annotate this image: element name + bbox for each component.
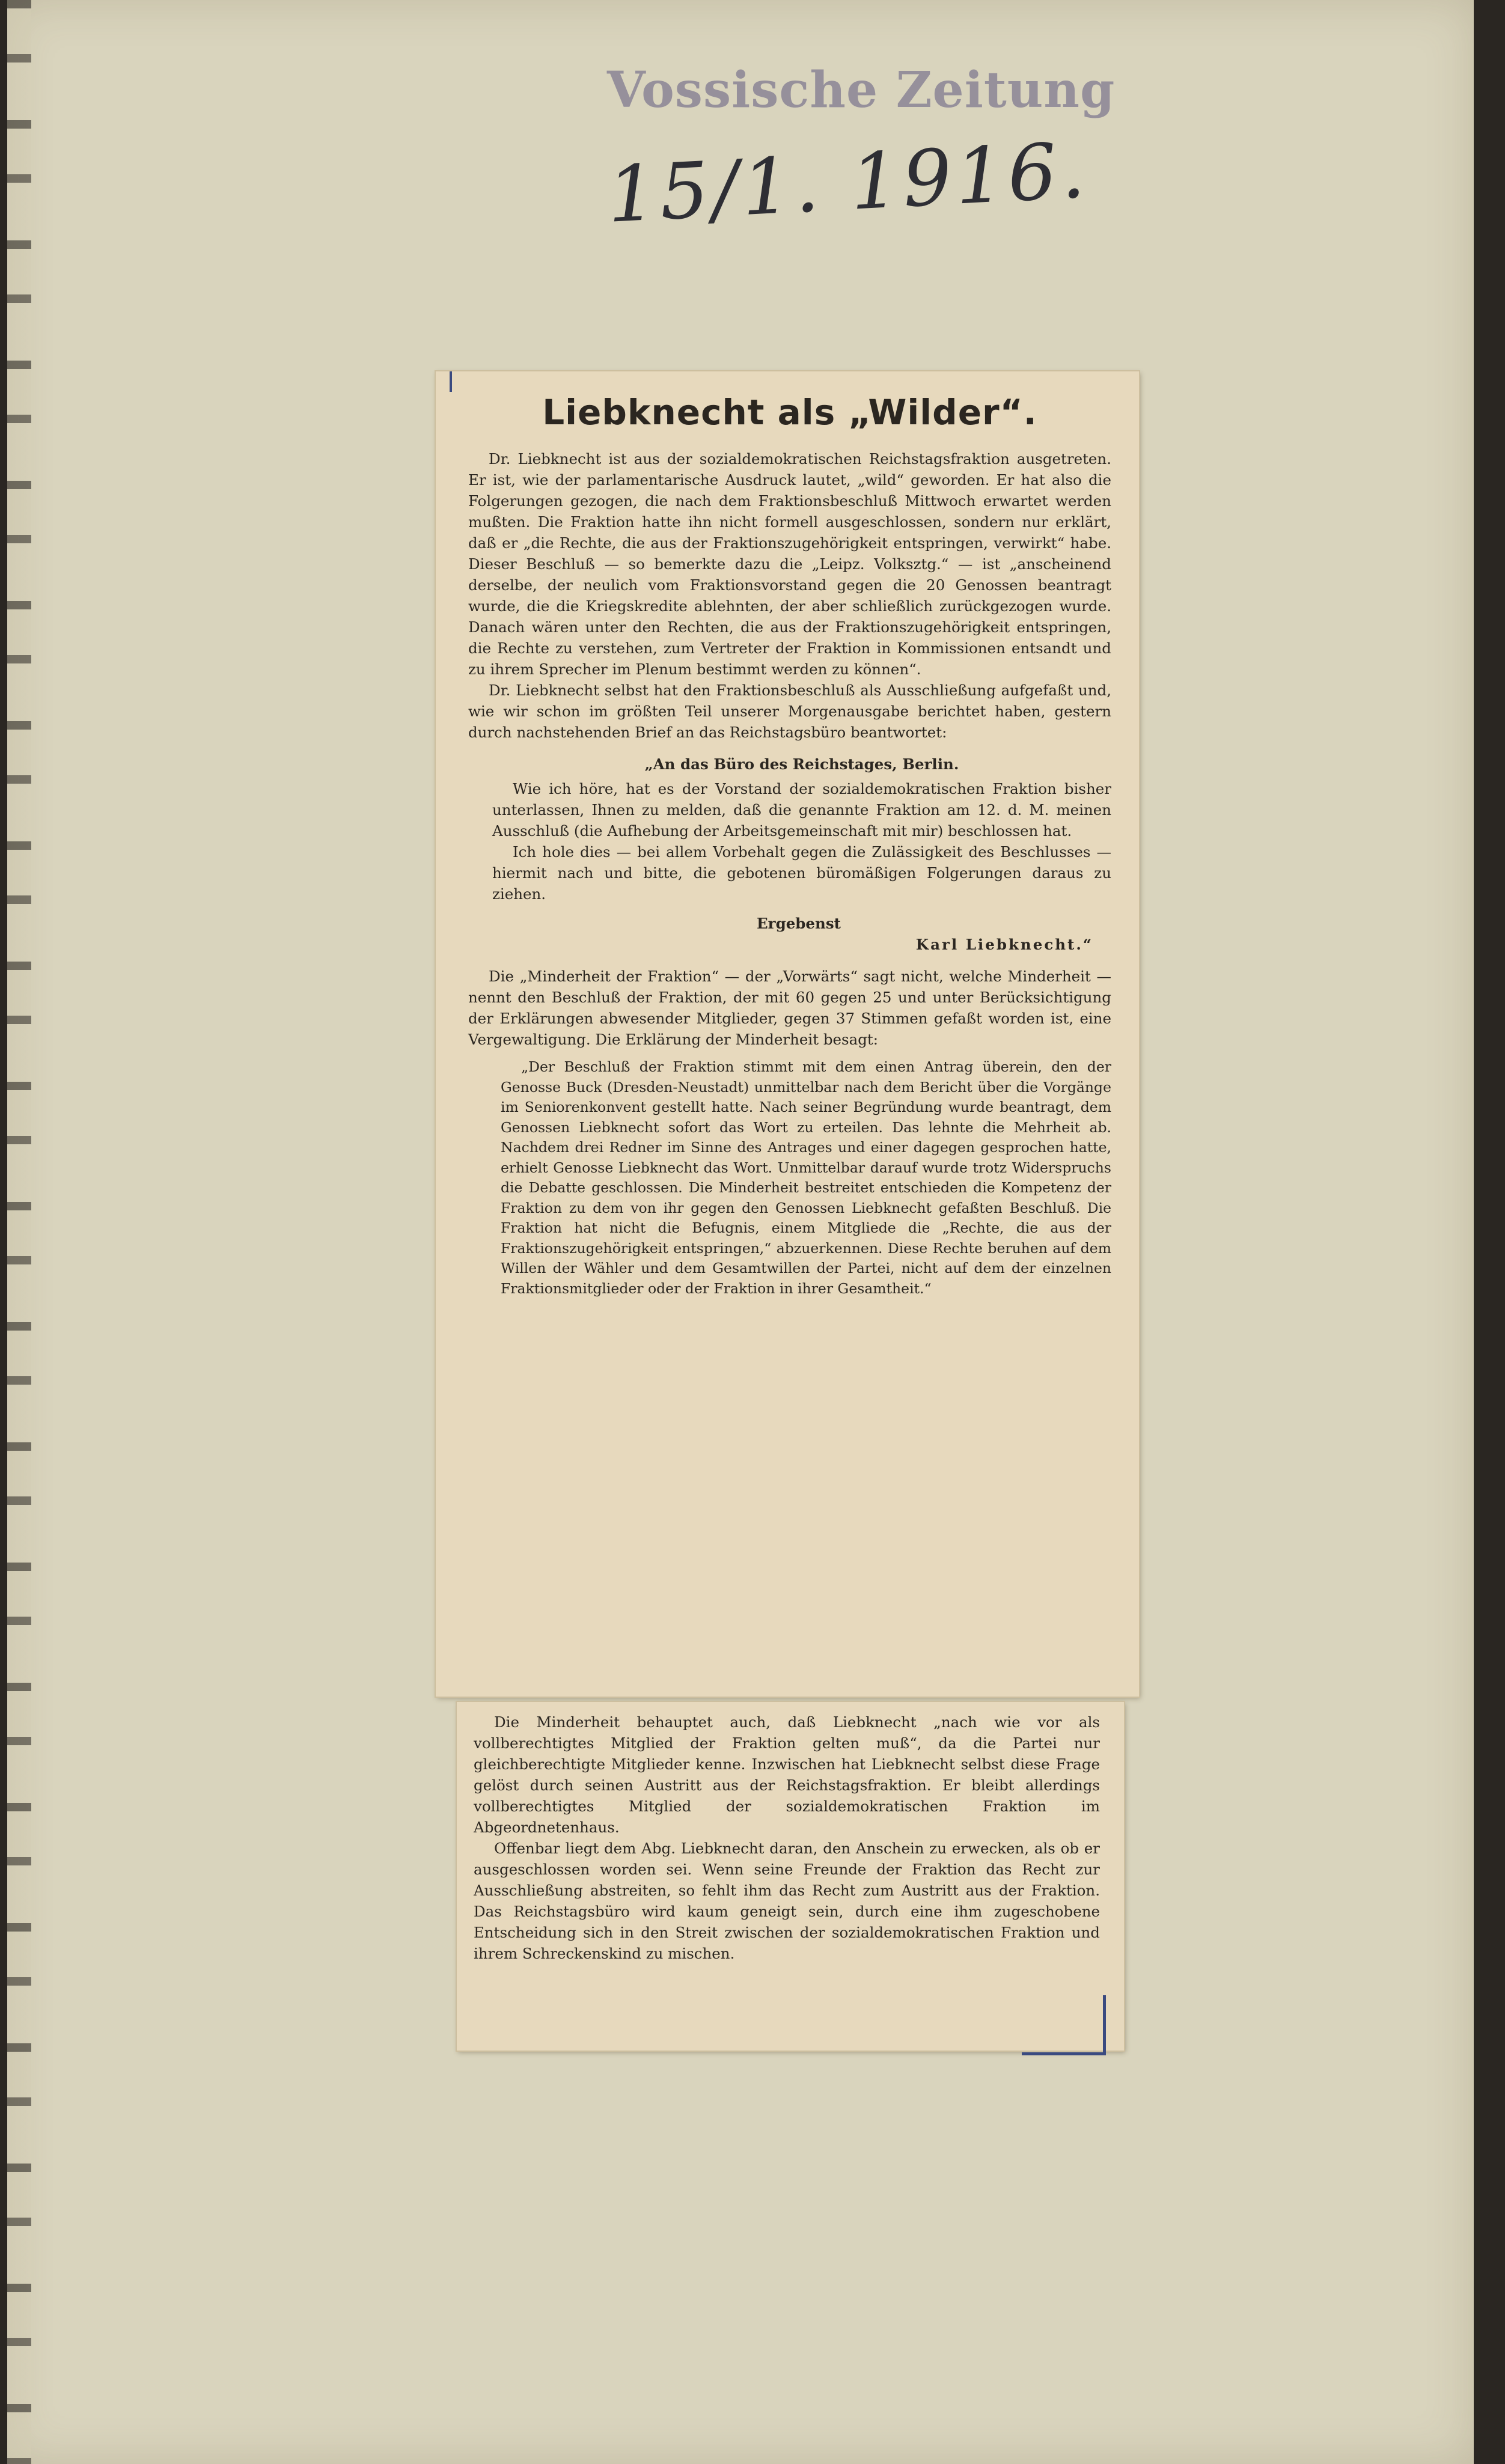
handwritten-date: 15/1. 1916. [605,126,1091,240]
article-clipping [436,371,1139,1697]
article-paragraph-2: Dr. Liebknecht selbst hat den Fraktionsbeschluß als Ausschließung aufgefaßt und, wie wir schon im größten Teil unserer Morgenausgabe berichtet haben, gestern durch nachstehenden Brief an das Reichstagsbüro beantwortet: [468,682,1111,741]
pencil-tick-mark [450,371,452,392]
quoted-letter [468,754,1111,955]
letter-body-1: Wie ich höre, hat es der Vorstand der sozialdemokratischen Fraktion bisher unterlassen, Ihnen zu melden, daß die genannte Fraktion am 12. d. M. meinen Ausschluß (die Aufhebung der Arbeitsgemeinschaft mit mir) beschlossen hat. [492,780,1111,840]
continuation-paragraph-2: Offenbar liegt dem Abg. Liebknecht daran, den Anschein zu erwecken, als ob er ausgeschlossen worden sei. Wenn seine Freunde der Fraktion das Recht zur Ausschließung abstreiten, so fehlt ihm das Recht zum Austritt aus der Fraktion. Das Reichstagsbüro wird kaum geneigt sein, durch eine ihm zugeschobene Entscheidung sich in den Streit zwischen der sozialdemokratischen Fraktion und ihrem Schreckenskind zu mischen. [474,1840,1100,1962]
article-headline: Liebknecht als „Wilder“. [542,392,1037,433]
letter-body-2: Ich hole dies — bei allem Vorbehalt gegen die Zulässigkeit des Beschlusses — hiermit nach und bitte, die gebotenen büromäßigen Folgerungen daraus zu ziehen. [492,843,1111,903]
newspaper-stamp: Vossische Zeitung [607,61,1116,119]
letter-address: „An das Büro des Reichstages, Berlin. [644,755,959,773]
continuation-paragraph-1: Die Minderheit behauptet auch, daß Liebknecht „nach wie vor als vollberechtigtes Mitglied der Fraktion gelten muß“, da die Partei nur gleichberechtigte Mitglieder kenne. Inzwischen hat Liebknecht selbst diese Frage gelöst durch seinen Austritt aus der Reichstagsfraktion. Er bleibt allerdings vollberechtigtes Mitglied der sozialdemokratischen Fraktion im Abgeordnetenhaus. [474,1713,1100,1836]
pencil-corner-mark [1022,1995,1106,2055]
article-paragraph-1: Dr. Liebknecht ist aus der sozialdemokratischen Reichstagsfraktion ausgetreten. Er ist, wie der parlamentarische Ausdruck lautet, „wild“ geworden. Er hat also die Folgerungen gezogen, die nach dem Fraktionsbeschluß Mittwoch erwartet werden mußten. Die Fraktion hatte ihn nicht formell ausgeschlossen, sondern nur erklärt, daß er „die Rechte, die aus der Fraktionszugehörigkeit entspringen, verwirkt“ habe. Dieser Beschluß — so bemerkte dazu die „Leipz. Volksztg.“ — ist „anscheinend derselbe, der neulich vom Fraktionsvorstand gegen die 20 Genossen beantragt wurde, die die Kriegskredite ablehnten, der aber schließlich zurückgezogen wurde. Danach wären unter den Rechten, die aus der Fraktionszugehörigkeit entspringen, die Rechte zu verstehen, zum Vertreter der Fraktion in Kommissionen entsandt und zu ihrem Sprecher im Plenum bestimmt werden zu können“. [468,450,1111,678]
minority-statement-quote: „Der Beschluß der Fraktion stimmt mit dem einen Antrag überein, den der Genosse Buck (Dresden-Neustadt) unmittelbar nach dem Bericht über die Vorgänge im Seniorenkonvent gestellt hatte. Nach seiner Begründung wurde beantragt, dem Genossen Liebknecht sofort das Wort zu erteilen. Das lehnte die Mehrheit ab. Nachdem drei Redner im Sinne des Antrages und einer dagegen gesprochen hatte, erhielt Genosse Liebknecht das Wort. Unmittelbar darauf wurde trotz Widerspruchs die Debatte geschlossen. Die Minderheit bestreitet entschieden die Kompetenz der Fraktion zu dem von ihr gegen den Genossen Liebknecht gefaßten Beschluß. Die Fraktion hat nicht die Befugnis, einem Mitgliede die „Rechte, die aus der Fraktionszugehörigkeit entspringen,“ abzuerkennen. Diese Rechte beruhen auf dem Willen der Wähler und dem Gesamtwillen der Partei, nicht auf dem der einzelnen Fraktionsmitglieder oder der Fraktion in ihrer Gesamtheit.“ [501,1058,1111,1297]
article-paragraph-3: Die „Minderheit der Fraktion“ — der „Vorwärts“ sagt nicht, welche Minderheit — nennt den Beschluß der Fraktion, der mit 60 gegen 25 und unter Berücksichtigung der Erklärungen abwesender Mitglieder, gegen 37 Stimmen gefaßt worden ist, eine Vergewaltigung. Die Erklärung der Minderheit besagt: [468,968,1111,1048]
torn-edge [7,0,31,2464]
letter-closing: Ergebenst [757,915,841,932]
letter-signature: Karl Liebknecht.“ [915,936,1093,953]
